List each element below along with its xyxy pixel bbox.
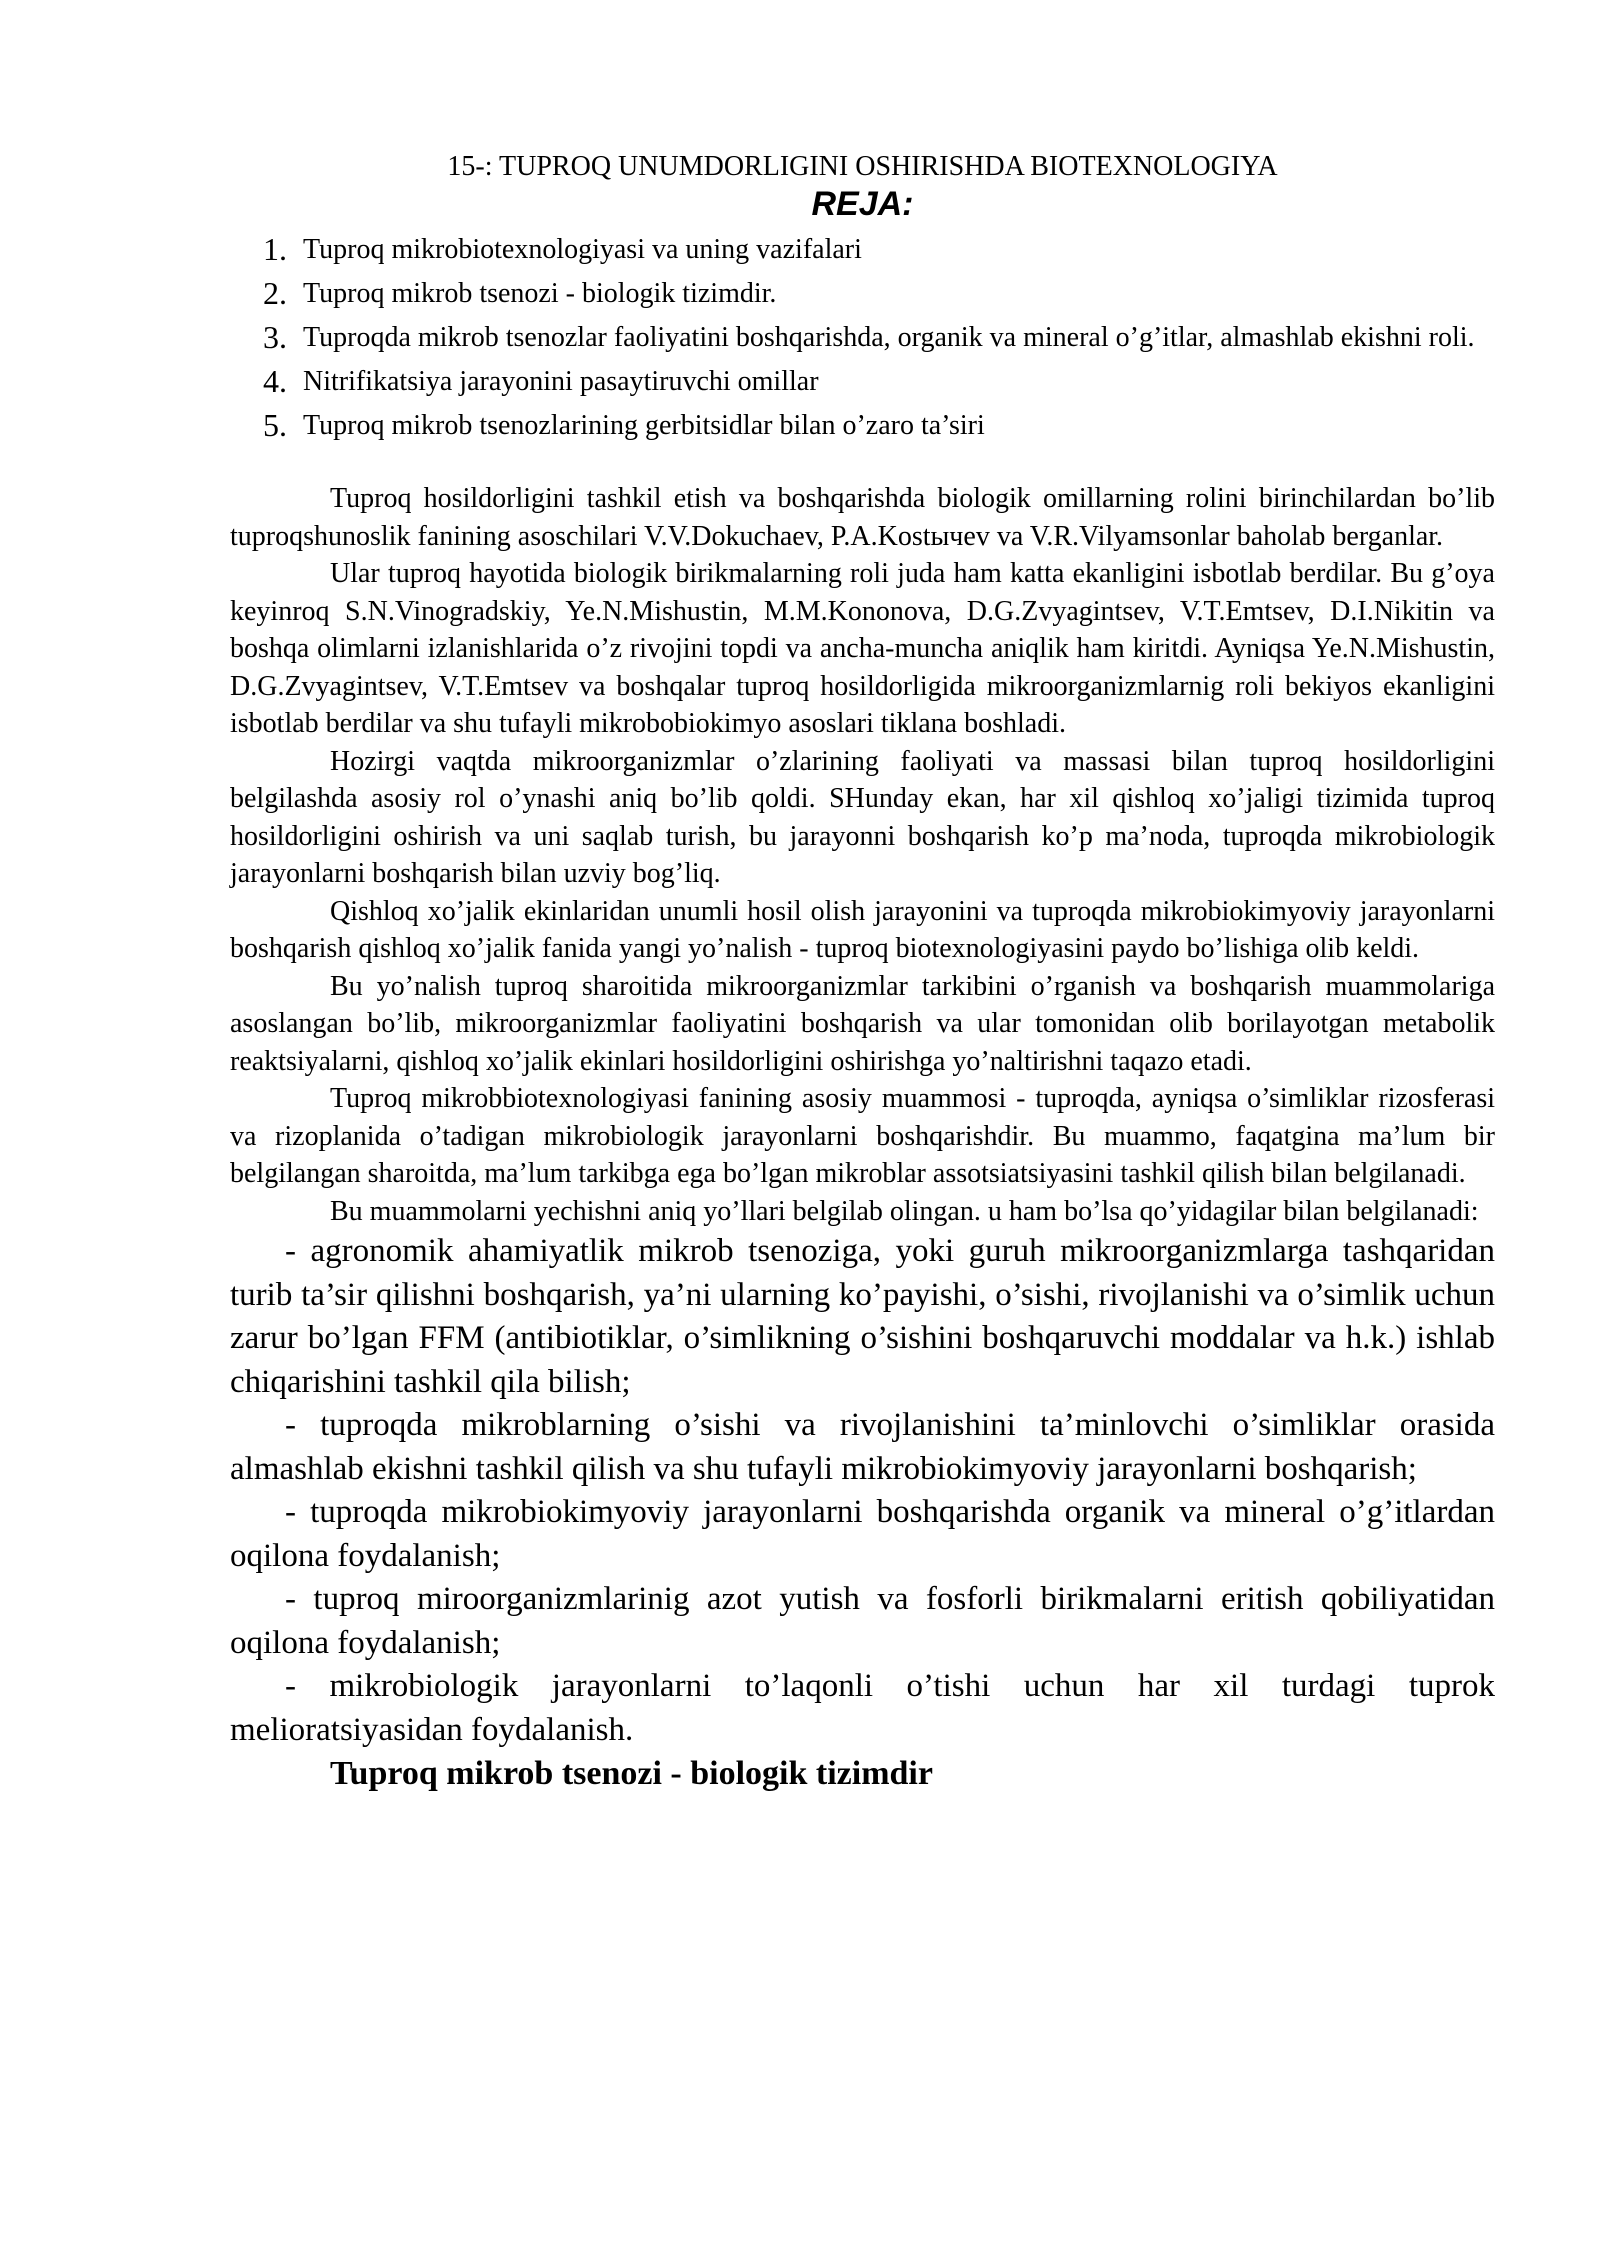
plan-item-number: 1.	[263, 231, 287, 267]
plan-item-text: Tuproqda mikrob tsenozlar faoliyatini boshqarishda, organik va mineral o’g’itlar, almashlab ekishni roli.	[303, 322, 1475, 353]
bullet-paragraph: - tuproq miroorganizmlarinig azot yutish va fosforli birikmalarni eritish qobiliyatidan oqilona foydalanish;	[230, 1581, 1495, 1661]
plan-item-text: Tuproq mikrob tsenozlarining gerbitsidlar bilan o’zaro ta’siri	[303, 410, 985, 441]
document-title: 15-: TUPROQ UNUMDORLIGINI OSHIRISHDA BIOTEXNOLOGIYA	[447, 151, 1278, 182]
plan-item-number: 3.	[263, 319, 287, 355]
plan-item	[230, 362, 1495, 400]
plan-item-number: 2.	[263, 275, 287, 311]
plan-item	[230, 406, 1495, 444]
plan-item-text: Nitrifikatsiya jarayonini pasaytiruvchi omillar	[303, 366, 819, 397]
body-paragraph: Hozirgi vaqtda mikroorganizmlar o’zlarining faoliyati va massasi bilan tuproq hosildorligini belgilashda asosiy rol o’ynashi aniq bo’lib qoldi. SHunday ekan, har xil qishloq xo’jaligi tizimida tuproq hosildorligini oshirish va uni saqlab turish, bu jarayonni boshqarish ko’p ma’noda, tuproqda mikrobiologik jarayonlarni boshqarish bilan uzviy bog’liq.	[230, 745, 1495, 889]
plan-item	[230, 274, 1495, 312]
plan-item	[230, 230, 1495, 268]
bullet-paragraph: - tuproqda mikrobiokimyoviy jarayonlarni boshqarishda organik va mineral o’g’itlardan oqilona foydalanish;	[230, 1494, 1495, 1574]
bullet-paragraph: - mikrobiologik jarayonlarni to’laqonli o’tishi uchun har xil turdagi tuprok melioratsiyasidan foydalanish.	[230, 1668, 1495, 1748]
document-page	[230, 150, 1495, 1796]
section-heading: Tuproq mikrob tsenozi - biologik tizimdir	[330, 1755, 933, 1792]
plan-item	[230, 318, 1495, 356]
section-spacer	[230, 450, 1495, 480]
plan-heading: REJA:	[811, 185, 914, 223]
body-paragraph: Bu muammolarni yechishni aniq yo’llari belgilab olingan. u ham bo’lsa qo’yidagilar bilan belgilanadi:	[330, 1195, 1479, 1227]
body-paragraph: Bu yo’nalish tuproq sharoitida mikroorganizmlar tarkibini o’rganish va boshqarish muammolariga asoslangan bo’lib, mikroorganizmlar faoliyatini boshqarish va ular tomonidan olib borilayotgan metabolik reaktsiyalarni, qishloq xo’jalik ekinlari hosildorligini oshirishga yo’naltirishni taqazo etadi.	[230, 970, 1495, 1077]
plan-item-number: 5.	[263, 407, 287, 443]
plan-item-number: 4.	[263, 363, 287, 399]
body-paragraph: Qishloq xo’jalik ekinlaridan unumli hosil olish jarayonini va tuproqda mikrobiokimyoviy jarayonlarni boshqarish qishloq xo’jalik fanida yangi yo’nalish - tuproq biotexnologiyasini paydo bo’lishiga olib keldi.	[230, 895, 1495, 964]
plan-list	[230, 230, 1495, 444]
plan-item-text: Tuproq mikrob tsenozi - biologik tizimdir.	[303, 278, 777, 309]
bullet-paragraph: - agronomik ahamiyatlik mikrob tsenoziga, yoki guruh mikroorganizmlarga tashqaridan turib ta’sir qilishni boshqarish, ya’ni ularning ko’payishi, o’sishi, rivojlanishi va o’simlik uchun zarur bo’lgan FFM (antibiotiklar, o’simlikning o’sishini boshqaruvchi moddalar va h.k.) ishlab chiqarishini tashkil qila bilish;	[230, 1233, 1495, 1400]
plan-item-text: Tuproq mikrobiotexnologiyasi va uning vazifalari	[303, 234, 862, 265]
bullet-paragraph: - tuproqda mikroblarning o’sishi va rivojlanishini ta’minlovchi o’simliklar orasida almashlab ekishni tashkil qilish va shu tufayli mikrobiokimyoviy jarayonlarni boshqarish;	[230, 1407, 1495, 1487]
body-paragraph: Tuproq hosildorligini tashkil etish va boshqarishda biologik omillarning rolini birinchilardan bo’lib tuproqshunoslik fanining asoschilari V.V.Dokuchaev, P.A.Kostычev va V.R.Vilyamsonlar baholab berganlar.	[230, 483, 1495, 552]
body-paragraph: Tuproq mikrobbiotexnologiyasi fanining asosiy muammosi - tuproqda, ayniqsa o’simliklar rizosferasi va rizoplanida o’tadigan mikrobiologik jarayonlarni boshqarishdir. Bu muammo, faqatgina ma’lum bir belgilangan sharoitda, ma’lum tarkibga ega bo’lgan mikroblar assotsiatsiyasini tashkil qilish bilan belgilanadi.	[230, 1083, 1495, 1189]
body-paragraph: Ular tuproq hayotida biologik birikmalarning roli juda ham katta ekanligini isbotlab berdilar. Bu g’oya keyinroq S.N.Vinogradskiy, Ye.N.Mishustin, M.M.Kononova, D.G.Zvyagintsev, V.T.Emtsev, D.I.Nikitin va boshqa olimlarni izlanishlarida o’z rivojini topdi va ancha-muncha aniqlik ham kiritdi. Ayniqsa Ye.N.Mishustin, D.G.Zvyagintsev, V.T.Emtsev va boshqalar tuproq hosildorligida mikroorganizmlarnig roli bekiyos ekanligini isbotlab berdilar va shu tufayli mikrobobiokimyo asoslari tiklana boshladi.	[230, 558, 1495, 739]
